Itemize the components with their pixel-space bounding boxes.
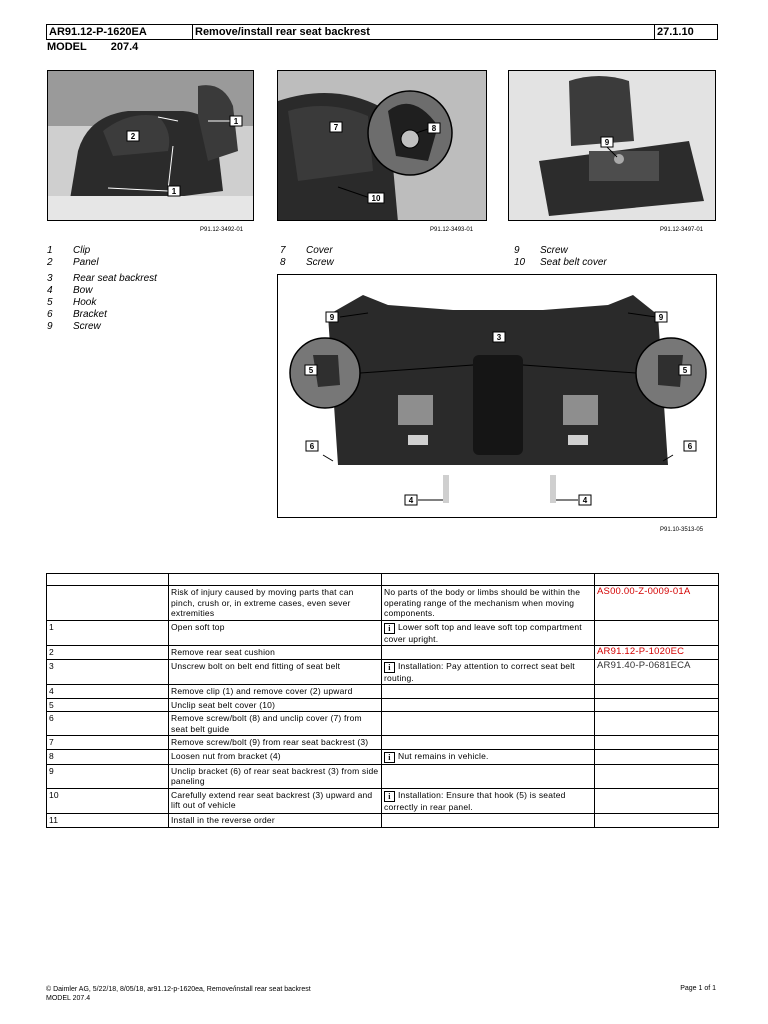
ref-link[interactable]: AR91.40-P-0681ECA <box>595 659 719 685</box>
warning-ref-link[interactable]: AS00.00-Z-0009-01A <box>595 586 719 621</box>
note-cell: i Installation: Ensure that hook (5) is seated correctly in rear panel. <box>382 788 595 814</box>
doc-date: 27.1.10 <box>657 26 694 38</box>
page-number: Page 1 of 1 <box>680 985 716 992</box>
table-row: 8 Loosen nut from bracket (4) i Nut remains in vehicle. <box>47 749 719 764</box>
ref-link[interactable]: AR91.12-P-1020EC <box>595 646 719 660</box>
figure-2-ref: P91.12-3493-01 <box>430 227 474 233</box>
legend-right: 9 Screw 10 Seat belt cover <box>514 245 607 268</box>
figure-3-photo <box>508 70 716 221</box>
table-row: 7 Remove screw/bolt (9) from rear seat backrest (3) <box>47 736 719 750</box>
figure-2-photo <box>277 70 487 221</box>
table-row: 6 Remove screw/bolt (8) and unclip cover (7) from seat belt guide <box>47 712 719 736</box>
table-row: 10 Carefully extend rear seat backrest (3) upward and lift out of vehicle i Installation: Ensure that hook (5) is seated correctly in rear panel. <box>47 788 719 814</box>
fig4-callout-9-left: 9 <box>329 313 335 322</box>
table-row-warning <box>47 586 719 621</box>
fig3-callout-9: 9 <box>604 138 610 147</box>
document-header <box>46 24 718 40</box>
figure-4-photo <box>277 274 717 518</box>
table-row: 11 Install in the reverse order <box>47 814 719 828</box>
info-icon: i <box>384 662 395 673</box>
fig2-callout-7: 7 <box>333 123 339 132</box>
table-row: 9 Unclip bracket (6) of rear seat backrest (3) from side paneling <box>47 764 719 788</box>
footer-copyright: © Daimler AG, 5/22/18, 8/05/18, ar91.12-p-1620ea, Remove/install rear seat backrest <box>46 986 311 993</box>
figure-1-ref: P91.12-3492-01 <box>200 227 244 233</box>
table-row: 4 Remove clip (1) and remove cover (2) upward <box>47 685 719 699</box>
fig4-callout-5-left: 5 <box>308 366 314 375</box>
fig2-callout-10: 10 <box>371 194 381 203</box>
fig4-callout-6-right: 6 <box>687 442 693 451</box>
model-label: MODEL <box>47 41 87 53</box>
table-row: 5 Unclip seat belt cover (10) <box>47 698 719 712</box>
fig1-callout-1a: 1 <box>233 117 239 126</box>
doc-id: AR91.12-P-1620EA <box>47 25 193 39</box>
figure-1-photo <box>47 70 254 221</box>
table-row: 1 Open soft top i Lower soft top and leave soft top compartment cover upright. <box>47 620 719 646</box>
fig4-callout-4-left: 4 <box>408 496 414 505</box>
fig4-callout-6-left: 6 <box>309 442 315 451</box>
info-icon: i <box>384 791 395 802</box>
note-cell: i Nut remains in vehicle. <box>382 749 595 764</box>
table-row <box>47 574 719 586</box>
note-cell: i Installation: Pay attention to correct seat belt routing. <box>382 659 595 685</box>
fig4-callout-9-right: 9 <box>658 313 664 322</box>
fig4-callout-3: 3 <box>496 333 502 342</box>
warning-measure: No parts of the body or limbs should be within the operating range of the mechanism when moving components. <box>382 586 595 621</box>
info-icon: i <box>384 623 395 634</box>
procedure-table <box>46 573 719 828</box>
fig4-callout-5-right: 5 <box>682 366 688 375</box>
warning-risk: Risk of injury caused by moving parts that can pinch, crush or, in extreme cases, even sever extremities <box>169 586 382 621</box>
fig2-callout-8: 8 <box>431 124 437 133</box>
table-row: 3 Unscrew bolt on belt end fitting of seat belt i Installation: Pay attention to correct seat belt routing. AR91.40-P-0681ECA <box>47 659 719 685</box>
figure-4-ref: P91.10-3513-05 <box>660 527 704 533</box>
footer-model: MODEL 207.4 <box>46 995 91 1002</box>
footer <box>46 985 311 1003</box>
fig1-callout-1b: 1 <box>171 187 177 196</box>
legend-middle: 7 Cover 8 Screw <box>280 245 334 268</box>
info-icon: i <box>384 752 395 763</box>
note-cell: i Lower soft top and leave soft top compartment cover upright. <box>382 620 595 646</box>
figure-3-ref: P91.12-3497-01 <box>660 227 704 233</box>
fig4-callout-4-right: 4 <box>582 496 588 505</box>
doc-title: Remove/install rear seat backrest <box>193 25 655 39</box>
legend-left: 1 Clip 2 Panel 3 Rear seat backrest 4 Bow 5 Hook 6 Bracket 9 Screw <box>47 245 157 332</box>
fig1-callout-2: 2 <box>130 132 136 141</box>
model-value: 207.4 <box>110 41 139 53</box>
model-line <box>47 41 162 53</box>
table-row: 2 Remove rear seat cushion AR91.12-P-1020EC <box>47 646 719 660</box>
